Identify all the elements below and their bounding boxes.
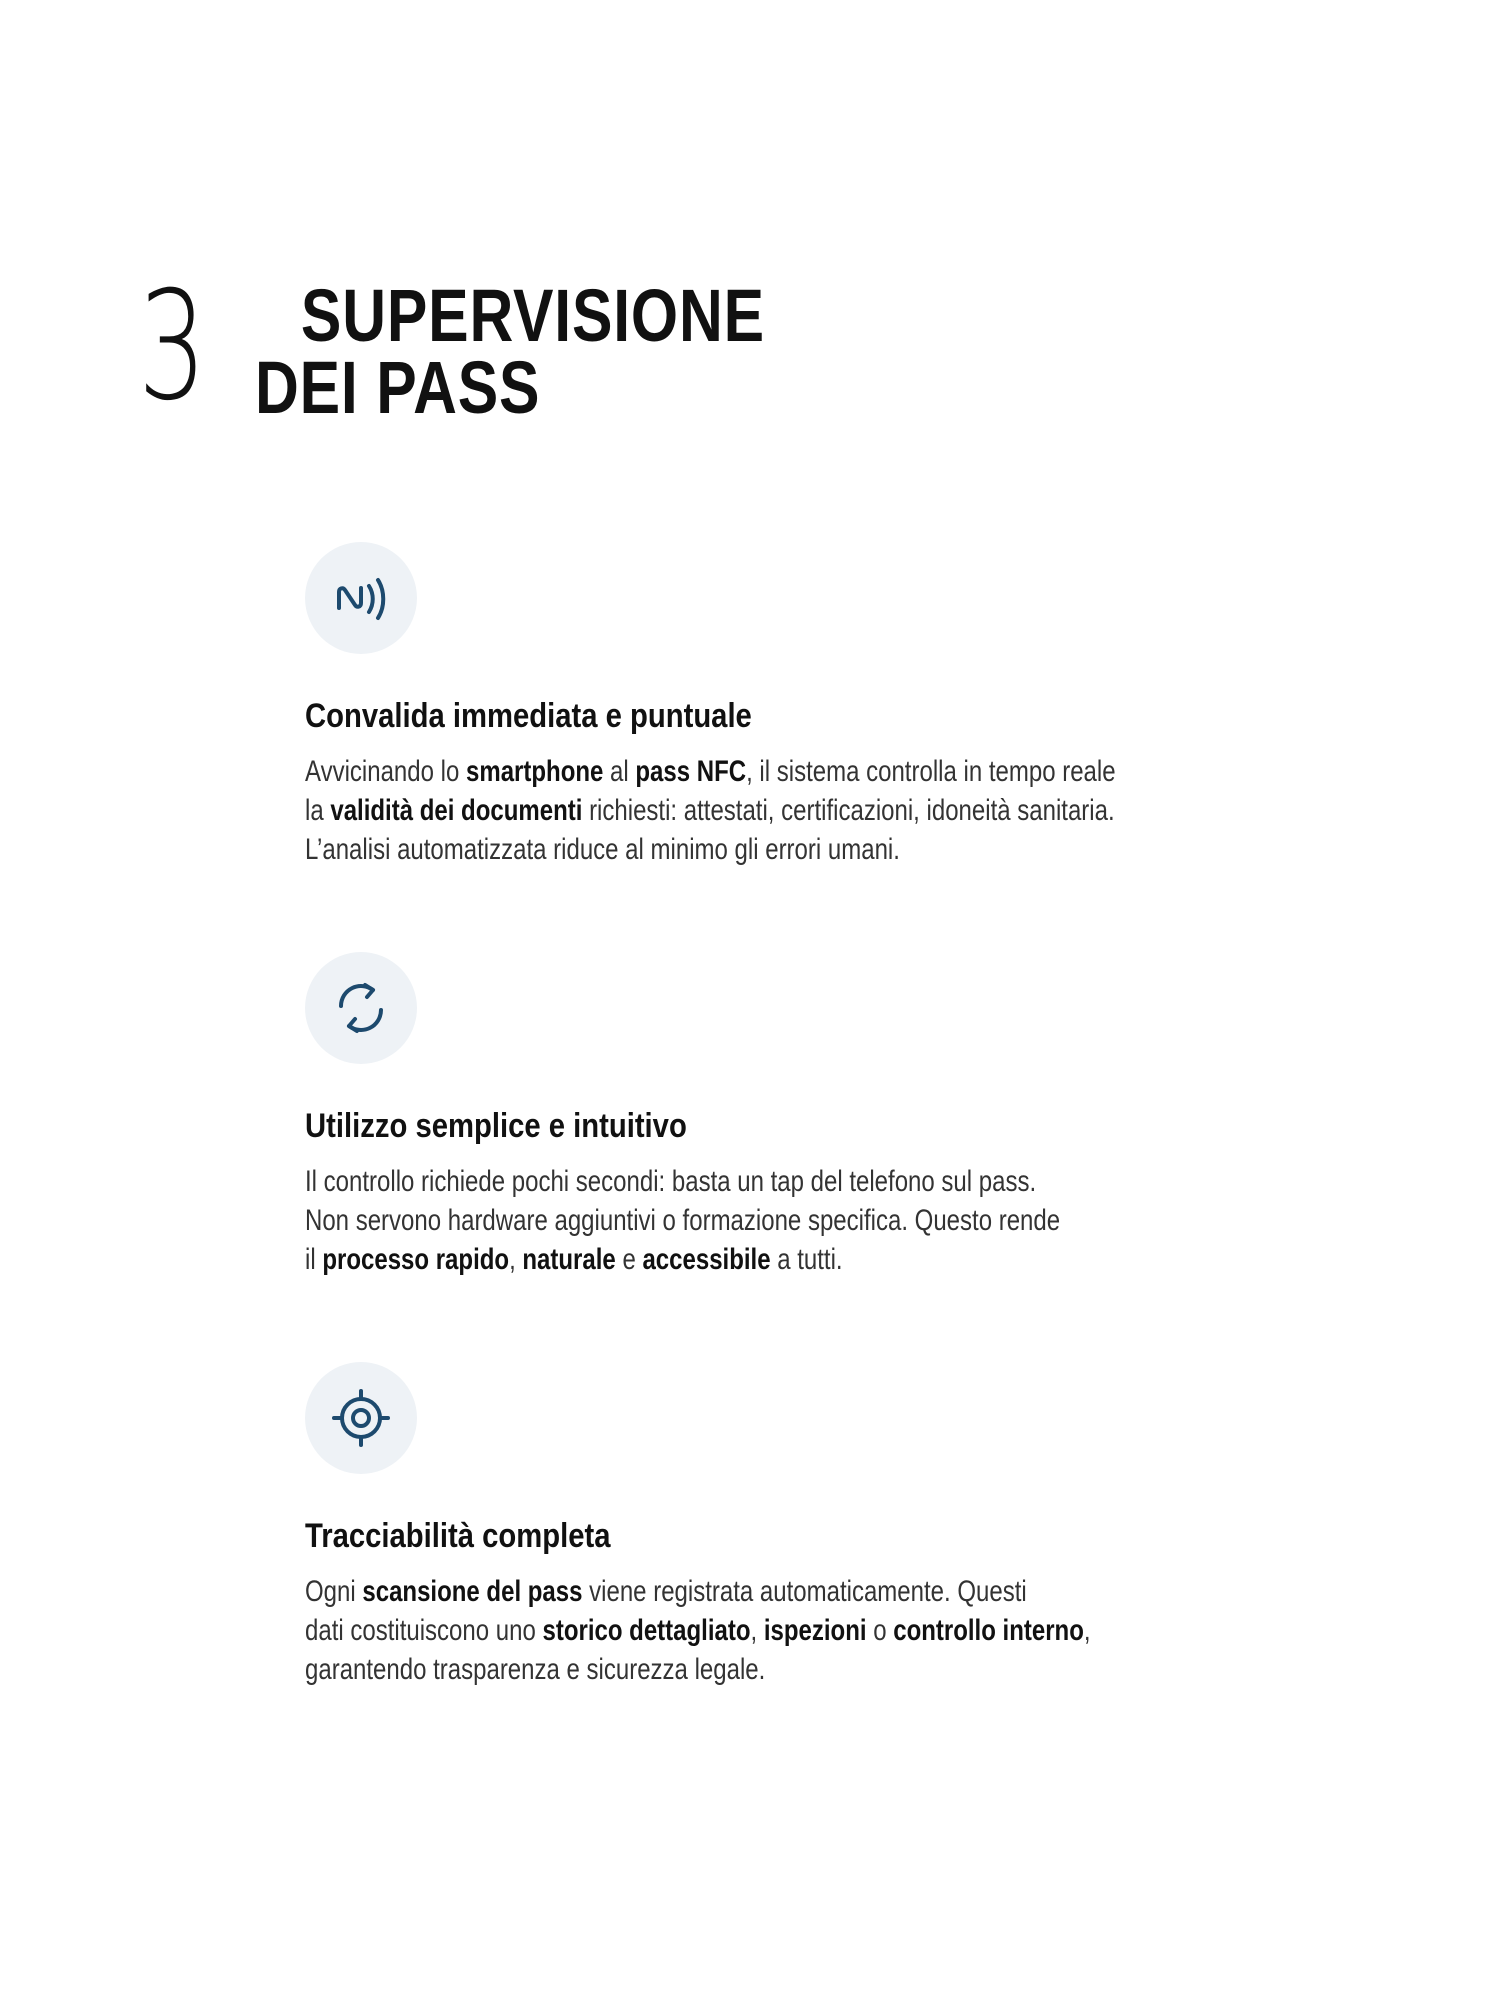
text-run: Non servono hardware aggiuntivi o formazione specifica. Questo rende <box>305 1204 1061 1237</box>
text-run: viene registrata automaticamente. Questi <box>582 1575 1027 1608</box>
text-run: Avvicinando lo <box>305 755 466 788</box>
target-icon <box>329 1386 393 1450</box>
feature-icon-badge <box>305 1362 417 1474</box>
refresh-icon <box>329 976 393 1040</box>
description-line <box>305 830 1105 869</box>
text-run-bold: naturale <box>522 1243 616 1276</box>
text-run: Ogni <box>305 1575 363 1608</box>
feature-description <box>305 1162 1105 1279</box>
page-title <box>255 274 765 429</box>
text-run: richiesti: attestati, certificazioni, idoneità sanitaria. <box>582 794 1115 827</box>
description-line <box>305 1572 1105 1611</box>
feature-utilizzo <box>305 952 1305 1279</box>
feature-icon-badge <box>305 542 417 654</box>
text-run: o <box>866 1614 894 1647</box>
description-line <box>305 1240 1105 1279</box>
section-number: 3 <box>138 260 207 434</box>
text-run-bold: ispezioni <box>763 1614 867 1647</box>
text-run: il <box>305 1243 323 1276</box>
text-run: , <box>1083 1614 1091 1647</box>
text-run-bold: processo rapido <box>322 1243 510 1276</box>
nfc-icon <box>329 566 393 630</box>
description-line <box>305 752 1116 791</box>
feature-title: Convalida immediata e puntuale <box>305 697 752 735</box>
text-run-bold: smartphone <box>466 755 604 788</box>
text-run-bold: validità dei documenti <box>330 794 583 827</box>
text-run: , <box>750 1614 764 1647</box>
text-run: dati costituiscono uno <box>305 1614 543 1647</box>
description-line <box>305 1162 1105 1201</box>
text-run-bold: pass NFC <box>635 755 747 788</box>
page-title-line-2: DEI PASS <box>255 346 541 429</box>
text-run: , il sistema controlla in tempo reale <box>746 755 1116 788</box>
text-run: la <box>305 794 331 827</box>
text-run: al <box>603 755 636 788</box>
text-run: Il controllo richiede pochi secondi: basta un tap del telefono sul pass. <box>305 1165 1037 1198</box>
description-line <box>305 1201 1105 1240</box>
feature-tracciabilita <box>305 1362 1305 1689</box>
feature-convalida <box>305 542 1305 869</box>
text-run-bold: storico dettagliato <box>542 1614 751 1647</box>
description-line <box>305 1611 1105 1650</box>
text-run-bold: controllo interno <box>893 1614 1084 1647</box>
page-title-line-1: SUPERVISIONE <box>300 274 765 357</box>
text-run-bold: accessibile <box>642 1243 771 1276</box>
description-line <box>305 1650 1105 1689</box>
text-run: , <box>509 1243 523 1276</box>
text-run: garantendo trasparenza e sicurezza legale. <box>305 1653 766 1686</box>
text-run: e <box>615 1243 643 1276</box>
text-run: a tutti. <box>770 1243 843 1276</box>
feature-title: Tracciabilità completa <box>305 1517 611 1555</box>
text-run-bold: scansione del pass <box>362 1575 583 1608</box>
feature-title: Utilizzo semplice e intuitivo <box>305 1107 687 1145</box>
text-run: L’analisi automatizzata riduce al minimo gli errori umani. <box>305 833 900 866</box>
feature-description <box>305 752 1116 869</box>
description-line <box>305 791 1115 830</box>
feature-icon-badge <box>305 952 417 1064</box>
feature-description <box>305 1572 1105 1689</box>
